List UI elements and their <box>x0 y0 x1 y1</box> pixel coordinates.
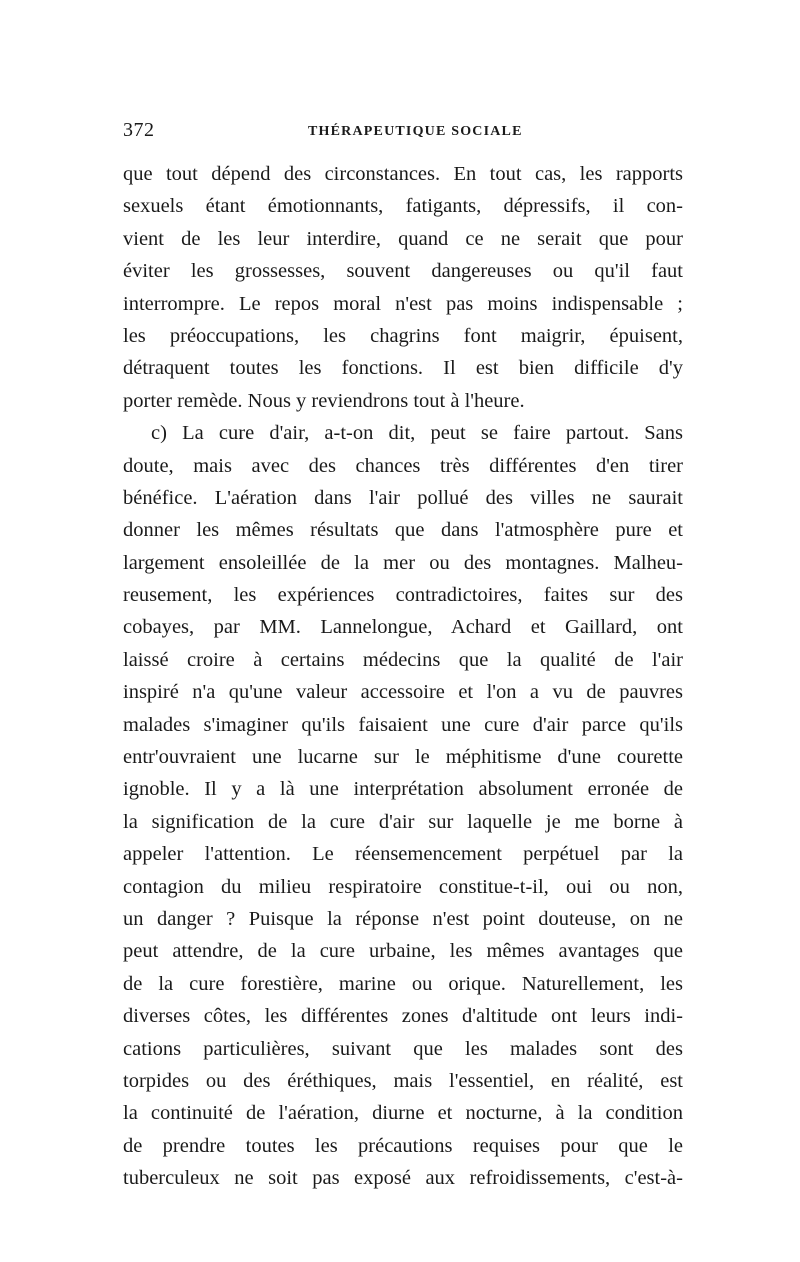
text-line: peut attendre, de la cure urbaine, les mêmes avantages que <box>123 940 683 963</box>
text-line: malades s'imaginer qu'ils faisaient une cure d'air parce qu'ils <box>123 713 683 736</box>
text-line: un danger ? Puisque la réponse n'est point douteuse, on ne <box>123 907 683 930</box>
text-line: ignoble. Il y a là une interprétation absolument erronée de <box>123 778 683 801</box>
text-line: de la cure forestière, marine ou orique. Naturellement, les <box>123 972 683 995</box>
text-line: de prendre toutes les précautions requises pour que le <box>123 1134 683 1157</box>
text-line: interrompre. Le repos moral n'est pas moins indispensable ; <box>123 292 683 315</box>
text-line: éviter les grossesses, souvent dangereuses ou qu'il faut <box>123 260 683 283</box>
text-line: bénéfice. L'aération dans l'air pollué des villes ne saurait <box>123 486 683 509</box>
text-line: tuberculeux ne soit pas exposé aux refroidissements, c'est-à- <box>123 1167 683 1190</box>
text-line: contagion du milieu respiratoire constitue-t-il, oui ou non, <box>123 875 683 898</box>
paragraph-end-line: porter remède. Nous y reviendrons tout à l'heure. <box>123 389 525 412</box>
text-line: donner les mêmes résultats que dans l'atmosphère pure et <box>123 519 683 542</box>
text-line: les préoccupations, les chagrins font maigrir, épuisent, <box>123 324 683 347</box>
text-line: inspiré n'a qu'une valeur accessoire et l'on a vu de pauvres <box>123 681 683 704</box>
page-header <box>123 119 683 143</box>
text-line: diverses côtes, les différentes zones d'altitude ont leurs indi- <box>123 1005 683 1028</box>
text-line: détraquent toutes les fonctions. Il est bien difficile d'y <box>123 357 683 380</box>
text-line: torpides ou des éréthiques, mais l'essentiel, en réalité, est <box>123 1069 683 1092</box>
text-line: sexuels étant émotionnants, fatigants, dépressifs, il con- <box>123 195 683 218</box>
paragraph-start-line: c) La cure d'air, a-t-on dit, peut se faire partout. Sans <box>151 422 683 445</box>
text-line: laissé croire à certains médecins que la qualité de l'air <box>123 648 683 671</box>
page-number: 372 <box>123 119 155 141</box>
text-line: cobayes, par MM. Lannelongue, Achard et Gaillard, ont <box>123 616 683 639</box>
text-line: la continuité de l'aération, diurne et nocturne, à la condition <box>123 1102 683 1125</box>
text-line: appeler l'attention. Le réensemencement perpétuel par la <box>123 843 683 866</box>
running-title: THÉRAPEUTIQUE SOCIALE <box>308 124 523 139</box>
text-line: que tout dépend des circonstances. En tout cas, les rapports <box>123 163 683 185</box>
text-line: la signification de la cure d'air sur laquelle je me borne à <box>123 810 683 833</box>
body-text <box>123 158 683 1195</box>
text-line: cations particulières, suivant que les malades sont des <box>123 1037 683 1060</box>
text-line: largement ensoleillée de la mer ou des montagnes. Malheu- <box>123 551 683 574</box>
text-line: entr'ouvraient une lucarne sur le méphitisme d'une courette <box>123 746 683 769</box>
text-line: doute, mais avec des chances très différentes d'en tirer <box>123 454 683 477</box>
text-line: reusement, les expériences contradictoires, faites sur des <box>123 584 683 607</box>
text-line: vient de les leur interdire, quand ce ne serait que pour <box>123 227 683 250</box>
